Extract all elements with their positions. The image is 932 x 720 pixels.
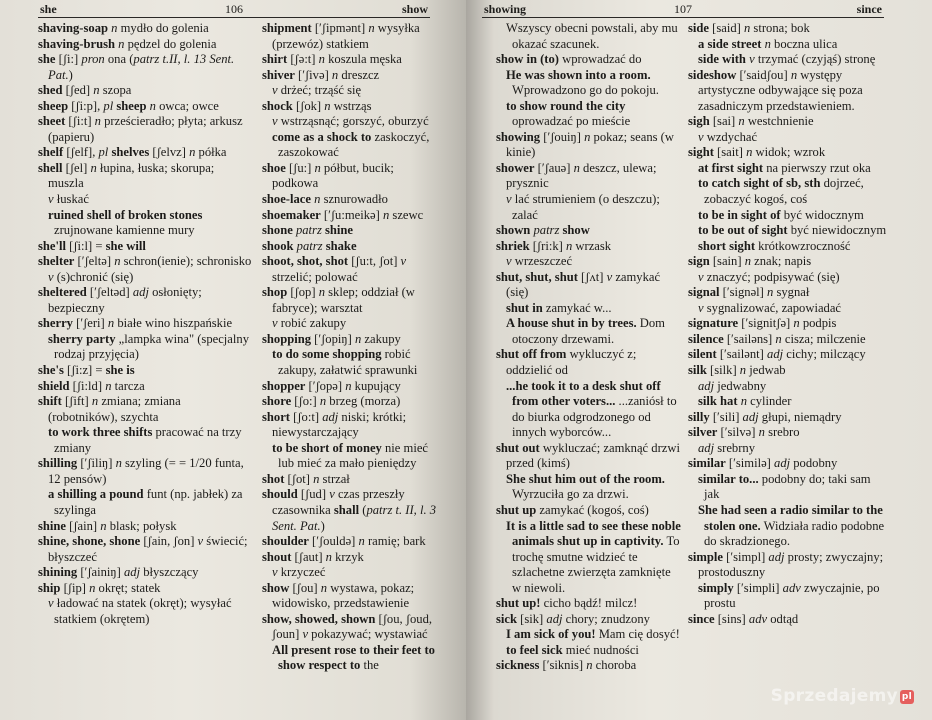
dictionary-entry: v łuskać: [48, 192, 89, 207]
dictionary-entry: side with v trzymać (czyjąś) stronę: [698, 52, 876, 67]
dictionary-entry: to be short of money nie mieć lub mieć za mało pieniędzy: [272, 440, 429, 471]
left-column-2: [262, 21, 440, 716]
dictionary-entry: signal [ʹsignəl] n sygnał: [688, 285, 810, 300]
dictionary-entry: sheltered [ʹʃeltəd] adj osłonięty; bezpieczny: [38, 285, 202, 315]
right-header-rule: [482, 17, 884, 18]
dictionary-entry: to show round the city oprowadzać po mieście: [506, 98, 631, 129]
dictionary-entry: shirt [ʃə:t] n koszula męska: [262, 52, 402, 67]
dictionary-entry: shining [ʹʃainiŋ] adj błyszczący: [38, 565, 199, 580]
dictionary-entry: similar [ʹsimilə] adj podobny: [688, 456, 838, 471]
dictionary-entry: shelter [ʹʃeltə] n schron(ienie); schronisko: [38, 254, 252, 269]
left-column-1: [38, 21, 253, 716]
dictionary-entry: adj jedwabny: [698, 378, 767, 393]
right-header-guideword: showing: [484, 2, 527, 16]
dictionary-entry: She shut him out of the room. Wyrzuciła go za drzwi.: [506, 471, 665, 502]
dictionary-entry: to catch sight of sb, sth dojrzeć, zobaczyć kogoś, coś: [698, 176, 864, 207]
dictionary-entry: to work three shifts pracować na trzy zmiany: [48, 425, 242, 455]
dictionary-entry: to be in sight of być widocznym: [698, 207, 864, 222]
dictionary-entry: shone patrz shine: [262, 223, 354, 238]
dictionary-entry: shore [ʃo:] n brzeg (morza): [262, 394, 401, 409]
dictionary-entry: shut up zamykać (kogoś, coś): [496, 502, 649, 517]
dictionary-entry: shoe [ʃu:] n półbut, bucik; podkowa: [262, 160, 394, 191]
left-header-guideword: she: [40, 2, 57, 16]
dictionary-entry: simply [ʹsimpli] adv zwyczajnie, po prostu: [698, 580, 880, 611]
dictionary-entry: should [ʃud] v czas przeszły czasownika shall (patrz t. II, l. 3 Sent. Pat.): [262, 487, 437, 533]
dictionary-entry: v wrzeszczeć: [506, 254, 573, 269]
dictionary-entry: silk hat n cylinder: [698, 394, 792, 409]
dictionary-entry: signature [ʹsignitʃə] n podpis: [688, 316, 837, 331]
watermark-text: Sprzedajemy: [770, 686, 898, 706]
dictionary-entry: sheep [ʃi:p], pl sheep n owca; owce: [38, 98, 219, 113]
dictionary-entry: He was shown into a room. Wprowadzono go do pokoju.: [506, 67, 659, 98]
left-header-guideword-end: show: [401, 2, 428, 16]
dictionary-entry: shopping [ʹʃopiŋ] n zakupy: [262, 331, 401, 346]
dictionary-entry: v robić zakupy: [272, 316, 347, 331]
dictionary-entry: v ładować na statek (okręt); wysyłać statkiem (okrętem): [48, 596, 232, 626]
dictionary-entry: shut out wykluczać; zamknąć drzwi przed (kimś): [496, 440, 680, 471]
dictionary-entry: ...he took it to a desk shut off from other voters... ...zaniósł to do biurka odgrodzonego od innych wyborców...: [506, 378, 677, 440]
dictionary-entry: ship [ʃip] n okręt; statek: [38, 580, 161, 595]
dictionary-entry: All present rose to their feet to show respect to the: [272, 642, 435, 673]
dictionary-entry: v wzdychać: [698, 129, 758, 144]
right-page: [466, 0, 932, 720]
right-header-guideword-end: since: [856, 2, 882, 16]
dictionary-entry: sign [sain] n znak; napis: [688, 254, 812, 269]
dictionary-entry: shoemaker [ʹʃu:meikə] n szewc: [262, 207, 424, 222]
dictionary-entry: shut, shut, shut [ʃʌt] v zamykać (się): [496, 269, 661, 300]
dictionary-entry: shut off from wykluczyć z; oddzielić od: [496, 347, 637, 378]
dictionary-entry: silence [ʹsailəns] n cisza; milczenie: [688, 331, 866, 346]
dictionary-entry: since [sins] adv odtąd: [688, 611, 799, 626]
dictionary-entry: sheet [ʃi:t] n prześcieradło; płyta; arkusz (papieru): [38, 114, 243, 144]
dictionary-entry: v drżeć; trząść się: [272, 83, 362, 98]
dictionary-entry: she [ʃi:] pron ona (patrz t.II, l. 13 Sent. Pat.): [38, 52, 235, 82]
dictionary-entry: a shilling a pound funt (np. jabłek) za szylinga: [48, 487, 243, 517]
dictionary-entry: showing [ʹʃouiŋ] n pokaz; seans (w kinie): [496, 129, 674, 160]
dictionary-entry: a side street n boczna ulica: [698, 36, 838, 51]
dictionary-entry: shelf [ʃelf], pl shelves [ʃelvz] n półka: [38, 145, 227, 160]
left-page-number: 106: [225, 2, 243, 16]
dictionary-entry: shilling [ʹʃiliŋ] n szyling (= = 1/20 funta, 12 pensów): [38, 456, 244, 486]
dictionary-entry: shower [ʹʃauə] n deszcz, ulewa; prysznic: [496, 160, 657, 191]
dictionary-entry: She had seen a radio similar to the stolen one. Widziała radio podobne do skradzionego.: [698, 502, 885, 549]
dictionary-entry: v wstrząsnąć; gorszyć, oburzyć: [272, 114, 429, 129]
dictionary-entry: she'll [ʃi:l] = she will: [38, 238, 146, 253]
dictionary-entry: show, showed, shown [ʃou, ʃoud, ʃoun] v pokazywać; wystawiać: [262, 611, 433, 642]
dictionary-entry: at first sight na pierwszy rzut oka: [698, 160, 871, 175]
right-column-2: [688, 21, 888, 716]
right-page-header: [484, 2, 882, 18]
dictionary-entry: silk [silk] n jedwab: [688, 363, 786, 378]
dictionary-entry: silent [ʹsailənt] adj cichy; milczący: [688, 347, 866, 362]
dictionary-entry: shut in zamykać w...: [506, 300, 612, 315]
dictionary-entry: silly [ʹsili] adj głupi, niemądry: [688, 409, 842, 424]
dictionary-entry: to be out of sight być niewidocznym: [698, 223, 887, 238]
dictionary-entry: she's [ʃi:z] = she is: [38, 363, 135, 378]
dictionary-entry: short sight krótkowzroczność: [698, 238, 851, 253]
dictionary-entry: sick [sik] adj chory; znudzony: [496, 611, 650, 626]
dictionary-entry: Wszyscy obecni powstali, aby mu okazać szacunek.: [506, 21, 678, 51]
dictionary-entry: sigh [sai] n westchnienie: [688, 114, 814, 129]
dictionary-entry: shown patrz show: [496, 223, 590, 238]
dictionary-entry: v (s)chronić (się): [48, 269, 134, 284]
dictionary-entry: shot [ʃot] n strzał: [262, 471, 350, 486]
dictionary-entry: shoe-lace n sznurowadło: [262, 192, 388, 207]
dictionary-entry: come as a shock to zaskoczyć, zaszokować: [272, 129, 430, 160]
dictionary-entry: shout [ʃaut] n krzyk: [262, 549, 364, 564]
dictionary-entry: shell [ʃel] n łupina, łuska; skorupa; muszla: [38, 160, 215, 191]
dictionary-entry: shift [ʃift] n zmiana; zmiana (robotników), szychta: [38, 394, 181, 424]
dictionary-entry: v znaczyć; podpisywać (się): [698, 269, 840, 284]
dictionary-entry: to do some shopping robić zakupy, załatwić sprawunki: [272, 347, 418, 378]
dictionary-entry: I am sick of you! Mam cię dosyć!: [506, 627, 680, 642]
left-page-header: [40, 2, 428, 18]
dictionary-entry: simple [ʹsimpl] adj prosty; zwyczajny; prostoduszny: [688, 549, 884, 580]
watermark-logo: [771, 686, 914, 706]
dictionary-entry: sherry [ʹʃeri] n białe wino hiszpańskie: [38, 316, 233, 331]
dictionary-entry: shipment [ʹʃipmənt] n wysyłka (przewóz) statkiem: [262, 21, 420, 51]
dictionary-entry: v sygnalizować, zapowiadać: [698, 300, 842, 315]
dictionary-entry: ruined shell of broken stones zrujnowane kamienne mury: [48, 207, 203, 238]
dictionary-entry: shoulder [ʹʃouldə] n ramię; bark: [262, 534, 426, 549]
dictionary-entry: shed [ʃed] n szopa: [38, 83, 132, 98]
dictionary-entry: similar to... podobny do; taki sam jak: [698, 471, 871, 502]
right-page-number: 107: [674, 2, 692, 16]
dictionary-entry: shriek [ʃri:k] n wrzask: [496, 238, 612, 253]
dictionary-entry: short [ʃo:t] adj niski; krótki; niewystarczający: [262, 409, 407, 440]
dictionary-entry: shut up! cicho bądź! milcz!: [496, 596, 638, 611]
watermark-badge: pl: [901, 692, 913, 702]
dictionary-entry: sideshow [ʹsaidʃou] n występy artystyczne odbywające się poza zasadniczym przedstawieniem.: [688, 67, 863, 113]
dictionary-entry: sherry party „lampka wina" (specjalny rodzaj przyjęcia): [48, 331, 249, 362]
left-header-rule: [38, 17, 430, 18]
dictionary-entry: shaving-brush n pędzel do golenia: [38, 36, 217, 51]
dictionary-entry: shine, shone, shone [ʃain, ʃon] v świecić; błyszczeć: [38, 534, 248, 564]
dictionary-entry: adj srebrny: [698, 440, 756, 455]
dictionary-entry: sight [sait] n widok; wzrok: [688, 145, 826, 160]
dictionary-entry: shield [ʃi:ld] n tarcza: [38, 378, 145, 393]
dictionary-entry: A house shut in by trees. Dom otoczony drzewami.: [506, 316, 665, 346]
dictionary-entry: It is a little sad to see these noble animals shut up in captivity. To trochę smutne widzieć te szlachetne zwierzęta zamknięte w niewoli.: [506, 518, 681, 595]
dictionary-entry: show in (to) wprowadzać do: [496, 52, 642, 67]
dictionary-entry: sickness [ʹsiknis] n choroba: [496, 658, 637, 673]
dictionary-entry: shock [ʃok] n wstrząs: [262, 98, 372, 113]
dictionary-entry: side [said] n strona; bok: [688, 21, 810, 35]
dictionary-entry: silver [ʹsilvə] n srebro: [688, 425, 800, 440]
dictionary-entry: shook patrz shake: [262, 238, 357, 253]
dictionary-entry: shine [ʃain] n blask; połysk: [38, 518, 177, 533]
dictionary-entry: v lać strumieniem (o deszczu); zalać: [506, 192, 660, 222]
dictionary-entry: shaving-soap n mydło do golenia: [38, 21, 209, 35]
dictionary-entry: shop [ʃop] n sklep; oddział (w fabryce); warsztat: [262, 285, 415, 315]
dictionary-entry: shoot, shot, shot [ʃu:t, ʃot] v strzelić; polować: [262, 254, 407, 284]
dictionary-entry: shopper [ʹʃopə] n kupujący: [262, 378, 401, 393]
dictionary-entry: v krzyczeć: [272, 565, 326, 580]
right-column-1: [496, 21, 681, 716]
dictionary-entry: show [ʃou] n wystawa, pokaz; widowisko, przedstawienie: [262, 580, 415, 611]
dictionary-entry: to feel sick mieć nudności: [506, 642, 639, 657]
dictionary-entry: shiver [ʹʃivə] n dreszcz: [262, 67, 380, 82]
